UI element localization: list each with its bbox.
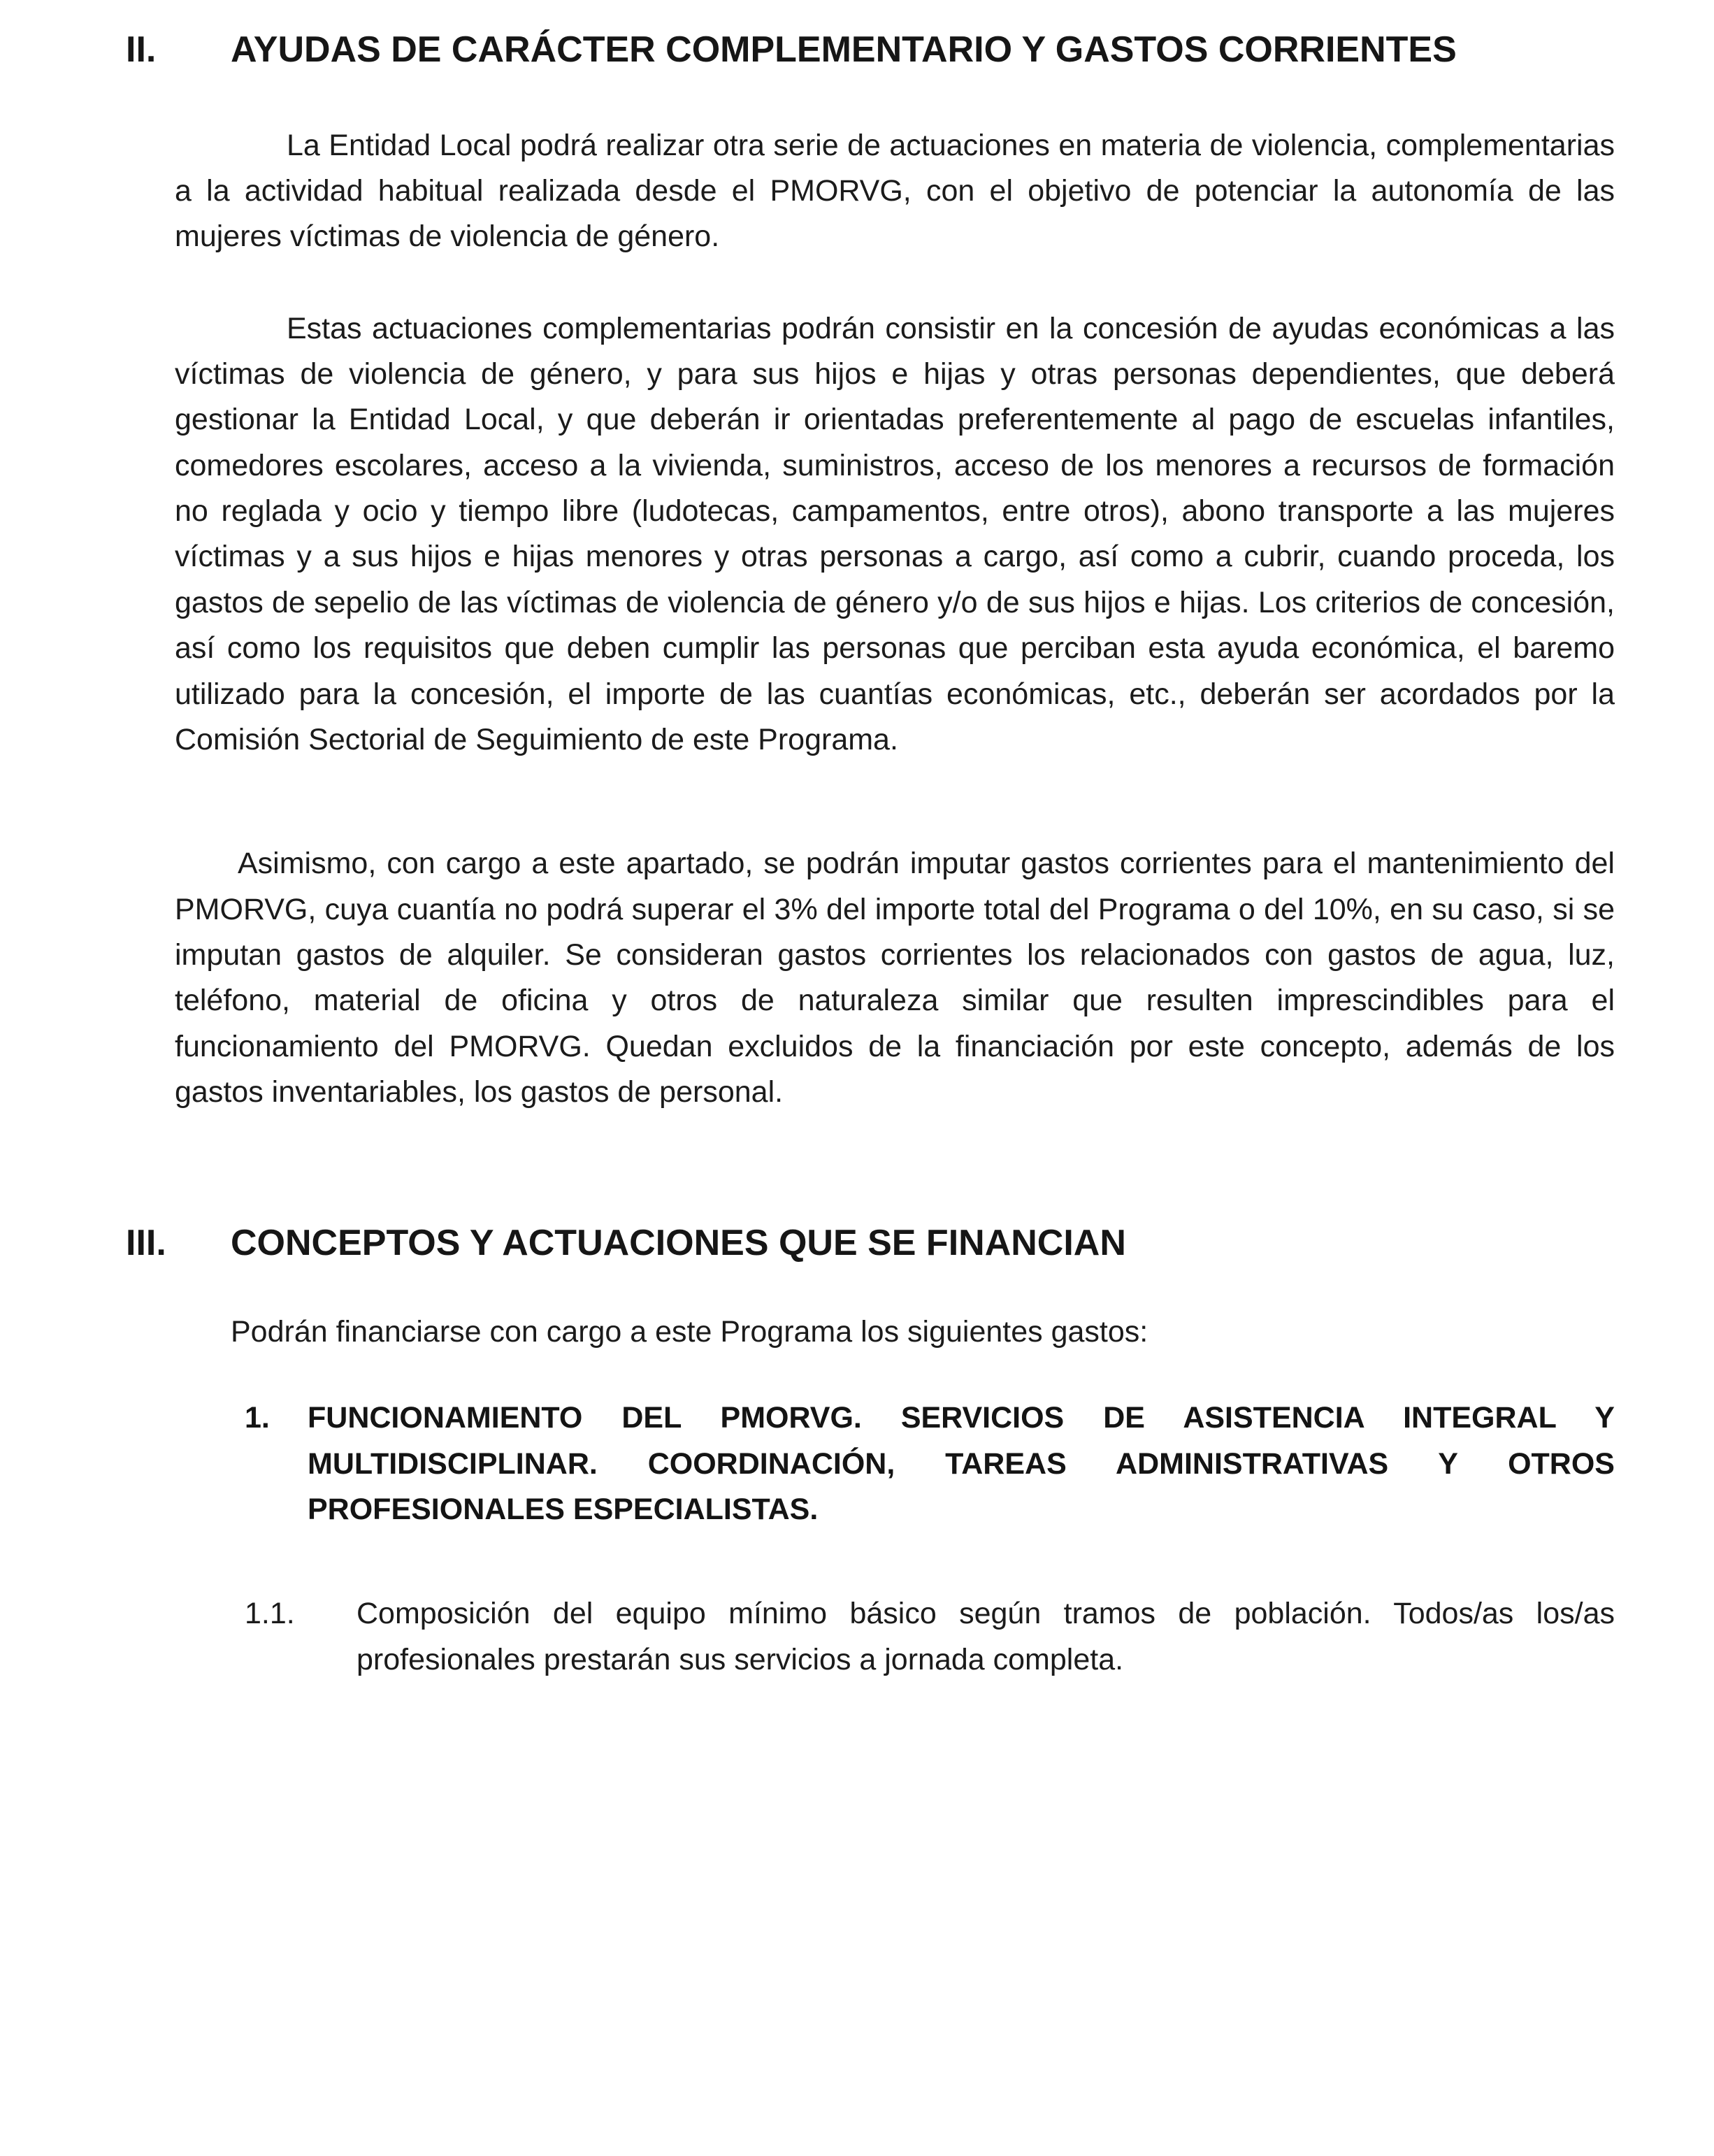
section-2-title: AYUDAS DE CARÁCTER COMPLEMENTARIO Y GASTOS CORRIENTES bbox=[231, 29, 1457, 70]
paragraph-actuaciones-complementarias: Estas actuaciones complementarias podrán consistir en la concesión de ayudas económicas a las víctimas de violencia de género, y para sus hijos e hijas y otras personas dependientes, que deberá gestionar la Entidad Local, y que deberán ir orientadas preferentemente al pago de escuelas infantiles, comedores escolares, acceso a la vivienda, suministros, acceso de los menores a recursos de formación no reglada y ocio y tiempo libre (ludotecas, campamentos, entre otros), abono transporte a las mujeres víctimas y a sus hijos e hijas menores y otras personas a cargo, así como a cubrir, cuando proceda, los gastos de sepelio de las víctimas de violencia de género y/o de sus hijos e hijas. Los criterios de concesión, así como los requisitos que deben cumplir las personas que perciban esta ayuda económica, el baremo utilizado para la concesión, el importe de las cuantías económicas, etc., deberán ser acordados por la Comisión Sectorial de Seguimiento de este Programa. bbox=[175, 311, 1615, 756]
list-item-1-text: FUNCIONAMIENTO DEL PMORVG. SERVICIOS DE ASISTENCIA INTEGRAL Y MULTIDISCIPLINAR. COORDINACIÓN, TAREAS ADMINISTRATIVAS Y OTROS PROFESIONALES ESPECIALISTAS. bbox=[308, 1401, 1615, 1527]
section-2-heading bbox=[126, 27, 1615, 74]
section-3-title: CONCEPTOS Y ACTUACIONES QUE SE FINANCIAN bbox=[231, 1223, 1126, 1264]
list-item-1-number: 1. bbox=[245, 1401, 270, 1435]
section-3-number: III. bbox=[126, 1223, 166, 1264]
list-item-1-1-text: Composición del equipo mínimo básico según tramos de población. Todos/as los/as profesionales prestarán sus servicios a jornada completa. bbox=[357, 1597, 1615, 1676]
list-item-1-1 bbox=[245, 1591, 1615, 1683]
list-item-1-1-number: 1.1. bbox=[245, 1597, 295, 1631]
paragraph-entidad-local: La Entidad Local podrá realizar otra serie de actuaciones en materia de violencia, complementarias a la actividad habitual realizada desde el PMORVG, con el objetivo de potenciar la autonomía de las mujeres víctimas de violencia de género. bbox=[175, 128, 1615, 254]
section-3-intro: Podrán financiarse con cargo a este Programa los siguientes gastos: bbox=[231, 1315, 1148, 1349]
paragraph-gastos-corrientes: Asimismo, con cargo a este apartado, se podrán imputar gastos corrientes para el mantenimiento del PMORVG, cuya cuantía no podrá superar el 3% del importe total del Programa o del 10%, en su caso, si se imputan gastos de alquiler. Se consideran gastos corrientes los relacionados con gastos de agua, luz, teléfono, material de oficina y otros de naturaleza similar que resulten imprescindibles para el funcionamiento del PMORVG. Quedan excluidos de la financiación por este concepto, además de los gastos inventariables, los gastos de personal. bbox=[175, 847, 1615, 1109]
section-3-heading bbox=[126, 1220, 1615, 1267]
list-item-1 bbox=[245, 1395, 1615, 1532]
section-2-number: II. bbox=[126, 29, 157, 70]
